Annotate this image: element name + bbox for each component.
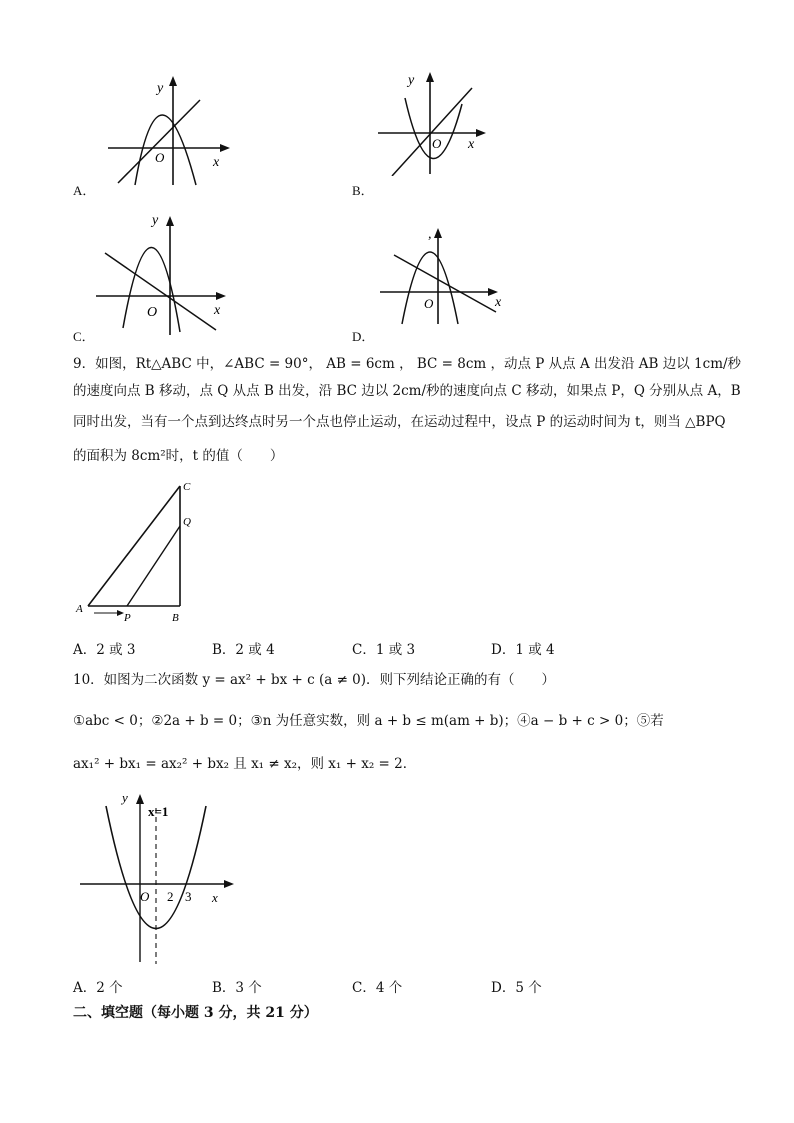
graph-option-b: [372, 66, 502, 176]
q10-option-b: B．3 个: [212, 980, 262, 996]
q9-line-2: 的速度向点 B 移动，点 Q 从点 B 出发，沿 BC 边以 2cm/秒的速度向点 C 移动，如果点 P，Q 分别从点 A，B: [73, 383, 741, 399]
graph-d-x-label: x: [495, 295, 502, 310]
q9-label-p: P: [124, 612, 131, 624]
q9-line-3: 同时出发，当有一个点到达终点时另一个点也停止运动，在运动过程中，设点 P 的运动时间为 t，则当 △BPQ: [73, 414, 726, 430]
q10-line-1: 10．如图为二次函数 y = ax² + bx + c (a ≠ 0)．则下列结论正确的有（ ）: [73, 672, 556, 688]
graph-b-origin-label: O: [432, 136, 442, 151]
q10-label-x: x: [212, 890, 218, 905]
q10-line-3: ax₁² + bx₁ = ax₂² + bx₂ 且 x₁ ≠ x₂，则 x₁ + x₂ = 2．: [73, 756, 417, 772]
q10-label-3: 3: [185, 889, 192, 904]
q10-option-d: D．5 个: [491, 980, 542, 996]
q10-label-axis: x=1: [148, 804, 169, 819]
q10-option-a: A．2 个: [73, 980, 123, 996]
graph-b-x-label: x: [468, 137, 475, 152]
q9-triangle-figure: [72, 478, 212, 628]
graph-c-origin-label: O: [147, 305, 158, 320]
graph-d-y-label: ,: [428, 227, 432, 242]
q9-option-a: A．2 或 3: [73, 642, 136, 658]
q9-label-q: Q: [183, 516, 191, 528]
graph-a-y-label: y: [157, 81, 164, 96]
q10-label-2: 2: [167, 889, 174, 904]
graph-a-x-label: x: [213, 155, 220, 170]
graph-b-y-label: y: [408, 73, 415, 88]
q10-label-y: y: [122, 790, 128, 805]
graph-a-origin-label: O: [155, 150, 165, 165]
section-2-title: 二、填空题（每小题 3 分，共 21 分）: [73, 1005, 318, 1021]
q9-label-c: C: [183, 481, 191, 493]
graph-option-d: [374, 220, 514, 325]
option-c-label: C．: [73, 329, 95, 344]
q10-parabola-figure: [78, 786, 238, 966]
q9-label-a: A: [76, 603, 83, 615]
q9-option-c: C．1 或 3: [352, 642, 416, 658]
graph-c-y-label: y: [152, 213, 159, 228]
q9-option-b: B．2 或 4: [212, 642, 275, 658]
option-d-label: D．: [352, 329, 375, 344]
option-b-label: B．: [352, 183, 374, 198]
q9-line-1: 9．如图，Rt△ABC 中，∠ABC = 90°， AB = 6cm ， BC = 8cm ，动点 P 从点 A 出发沿 AB 边以 1cm/秒: [73, 356, 742, 372]
graph-option-a: [100, 70, 240, 190]
q10-label-o: O: [140, 889, 150, 904]
q9-option-d: D．1 或 4: [491, 642, 555, 658]
q10-option-c: C．4 个: [352, 980, 403, 996]
graph-c-x-label: x: [214, 303, 221, 318]
graph-option-c: [90, 210, 240, 335]
q9-line-4: 的面积为 8cm²时，t 的值（ ）: [73, 448, 284, 464]
option-a-label: A．: [73, 183, 96, 198]
graph-d-origin-label: O: [424, 296, 434, 311]
q9-label-b: B: [172, 612, 179, 624]
q10-line-2: ①abc < 0；②2a + b = 0；③n 为任意实数，则 a + b ≤ m(am + b)；④a − b + c > 0；⑤若: [73, 713, 664, 729]
